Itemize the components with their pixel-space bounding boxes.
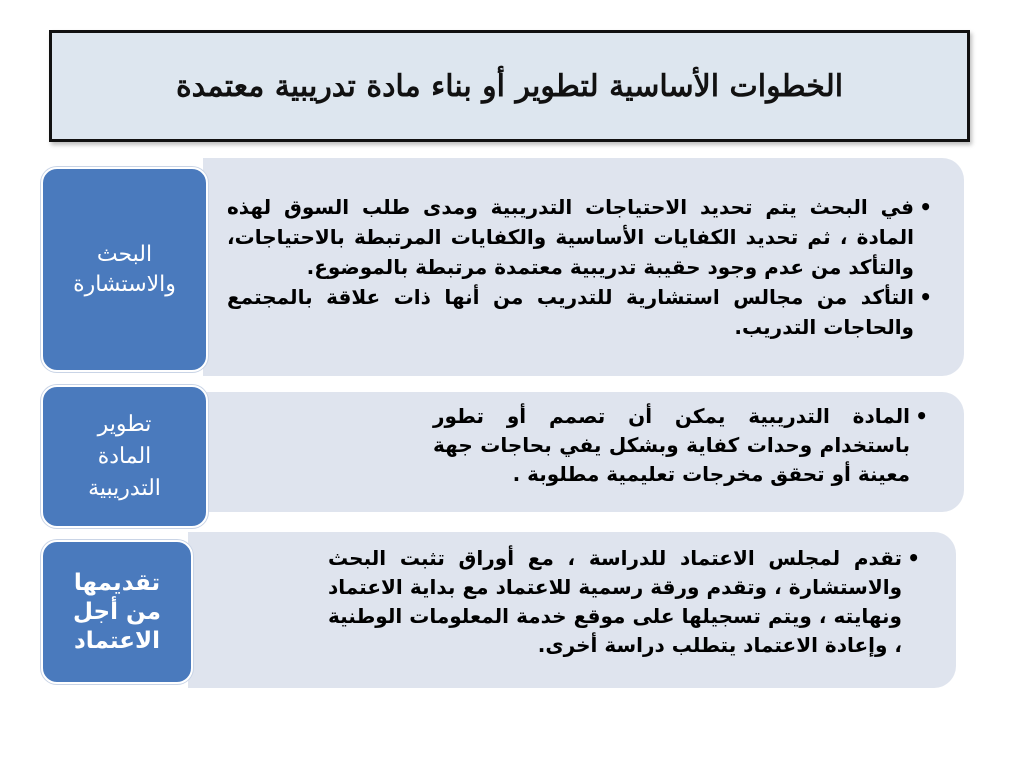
tab-label-line: والاستشارة xyxy=(73,271,176,297)
row-development-panel xyxy=(203,392,964,512)
row-development-label xyxy=(41,385,208,528)
row-research-panel xyxy=(203,158,964,376)
tab-label-line: التدريبية xyxy=(88,475,161,501)
slide-title: الخطوات الأساسية لتطوير أو بناء مادة تدريبية معتمدة xyxy=(175,68,844,104)
row-development-bullets xyxy=(433,402,930,489)
tab-label-line: المادة xyxy=(97,443,152,469)
row-accreditation-label xyxy=(41,540,193,684)
row-accreditation-bullets xyxy=(328,544,922,660)
title-box xyxy=(49,30,970,142)
row-research-bullets xyxy=(227,192,934,342)
bullet-item: • التأكد من مجالس استشارية للتدريب من أنها ذات علاقة بالمجتمع والحاجات التدريب. xyxy=(227,282,916,342)
tab-label-line: من أجل xyxy=(73,598,161,625)
row-research-label xyxy=(41,167,208,372)
tab-label-line: تقديمها xyxy=(73,569,161,596)
tab-label-line: تطوير xyxy=(97,411,152,437)
row-accreditation-panel xyxy=(188,532,956,688)
bullet-item: • تقدم لمجلس الاعتماد للدراسة ، مع أوراق تثبت البحث والاستشارة ، وتقدم ورقة رسمية للاعتماد مع بداية الاعتماد ونهايته ، ويتم تسجيلها على موقع خدمة المعلومات الوطنية ، وإعادة الاعتماد يتطلب دراسة أخرى. xyxy=(328,544,904,660)
tab-label-line: البحث xyxy=(96,241,153,267)
tab-label-line: الاعتماد xyxy=(74,627,160,654)
bullet-item: • المادة التدريبية يمكن أن تصمم أو تطور باستخدام وحدات كفاية وبشكل يفي بحاجات جهة معينة أو تحقق مخرجات تعليمية مطلوبة . xyxy=(433,402,912,489)
bullet-item: • في البحث يتم تحديد الاحتياجات التدريبية ومدى طلب السوق لهذه المادة ، ثم تحديد الكفايات الأساسية والكفايات المرتبطة بالاحتياجات، والتأكد من عدم وجود حقيبة تدريبية معتمدة مرتبطة بالموضوع. xyxy=(227,192,916,282)
